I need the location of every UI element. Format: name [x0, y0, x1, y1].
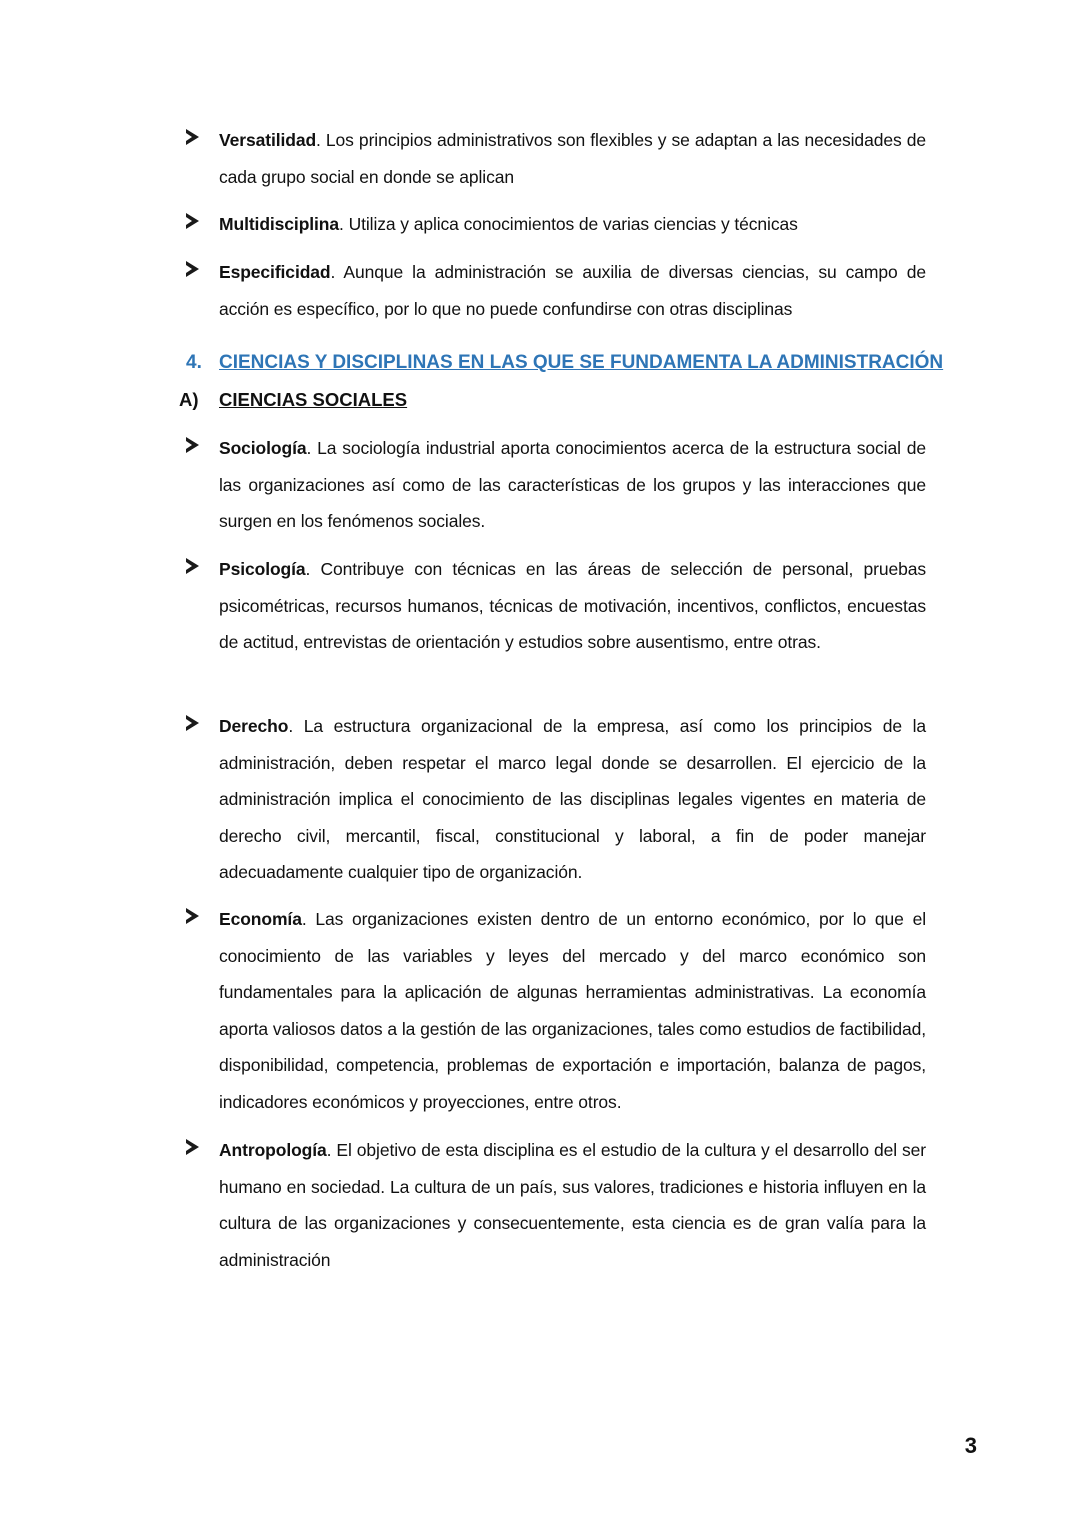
arrowhead-bullet-icon [186, 908, 199, 924]
list-item-term: Sociología [219, 438, 307, 458]
list-item-economia [186, 901, 926, 1121]
list-item-text [219, 430, 926, 540]
page-number: 3 [964, 1433, 977, 1458]
list-item-psicologia [186, 551, 926, 661]
list-item-body: . El objetivo de esta disciplina es el estudio de la cultura y el desarrollo del ser humano en sociedad. La cultura de un país, sus valores, tradiciones e historia influyen en la cultura de las organizaciones y consecuentemente, esta ciencia es de gran valía para la administración [219, 1140, 926, 1270]
section-title-link[interactable]: CIENCIAS Y DISCIPLINAS EN LAS QUE SE FUNDAMENTA LA ADMINISTRACIÓN [219, 352, 944, 373]
subsection-title: CIENCIAS SOCIALES [219, 389, 408, 410]
arrowhead-bullet-icon [186, 261, 199, 277]
arrowhead-bullet-icon [186, 213, 199, 229]
section-heading [186, 349, 943, 377]
list-item-text [219, 708, 926, 891]
list-item-text [219, 1132, 926, 1278]
list-item-body: . Contribuye con técnicas en las áreas de selección de personal, pruebas psicométricas, recursos humanos, técnicas de motivación, incentivos, conflictos, encuestas de actitud, entrevistas de orientación y estudios sobre ausentismo, entre otras. [219, 559, 926, 653]
list-item-term: Derecho [219, 716, 289, 736]
list-item-text [219, 206, 926, 243]
list-item-body: . Aunque la administración se auxilia de diversas ciencias, su campo de acción es específico, por lo que no puede confundirse con otras disciplinas [219, 262, 926, 319]
list-item-body: . La estructura organizacional de la empresa, así como los principios de la administración, deben respetar el marco legal donde se desarrollen. El ejercicio de la administración implica el conocimiento de las disciplinas legales vigentes en materia de derecho civil, mercantil, fiscal, constitucional y laboral, a fin de poder manejar adecuadamente cualquier tipo de organización. [219, 716, 926, 883]
list-item-text [219, 254, 926, 327]
list-item-sociologia [186, 430, 926, 540]
list-item-term: Economía [219, 909, 302, 929]
list-item-text [219, 901, 926, 1121]
list-item-term: Versatilidad [219, 130, 317, 150]
list-item-term: Especificidad [219, 262, 331, 282]
list-item-especificidad [186, 254, 926, 327]
list-item-antropologia [186, 1132, 926, 1278]
list-item-term: Antropología [219, 1140, 327, 1160]
arrowhead-bullet-icon [186, 437, 199, 453]
section-number: 4. [186, 352, 202, 373]
list-item-versatilidad [186, 122, 926, 195]
list-item-body: . La sociología industrial aporta conocimientos acerca de la estructura social de las organizaciones así como de las características de los grupos y las interacciones que surgen en los fenómenos sociales. [219, 438, 926, 532]
list-item-text [219, 551, 926, 661]
list-item-body: . Utiliza y aplica conocimientos de varias ciencias y técnicas [339, 214, 798, 234]
arrowhead-bullet-icon [186, 129, 199, 145]
list-item-multidisciplina [186, 206, 926, 243]
list-item-body: . Los principios administrativos son flexibles y se adaptan a las necesidades de cada grupo social en donde se aplican [219, 130, 926, 187]
arrowhead-bullet-icon [186, 1139, 199, 1155]
arrowhead-bullet-icon [186, 558, 199, 574]
list-item-text [219, 122, 926, 195]
list-item-term: Multidisciplina [219, 214, 340, 234]
arrowhead-bullet-icon [186, 715, 199, 731]
list-item-body: . Las organizaciones existen dentro de un entorno económico, por lo que el conocimiento de las variables y leyes del mercado y del marco económico son fundamentales para la aplicación de algunas herramientas administrativas. La economía aporta valiosos datos a la gestión de las organizaciones, tales como estudios de factibilidad, disponibilidad, competencia, problemas de exportación e importación, balanza de pagos, indicadores económicos y proyecciones, entre otros. [219, 909, 926, 1112]
subsection-number: A) [179, 389, 199, 410]
list-item-derecho [186, 708, 926, 891]
subsection-heading [179, 386, 407, 414]
list-item-term: Psicología [219, 559, 306, 579]
